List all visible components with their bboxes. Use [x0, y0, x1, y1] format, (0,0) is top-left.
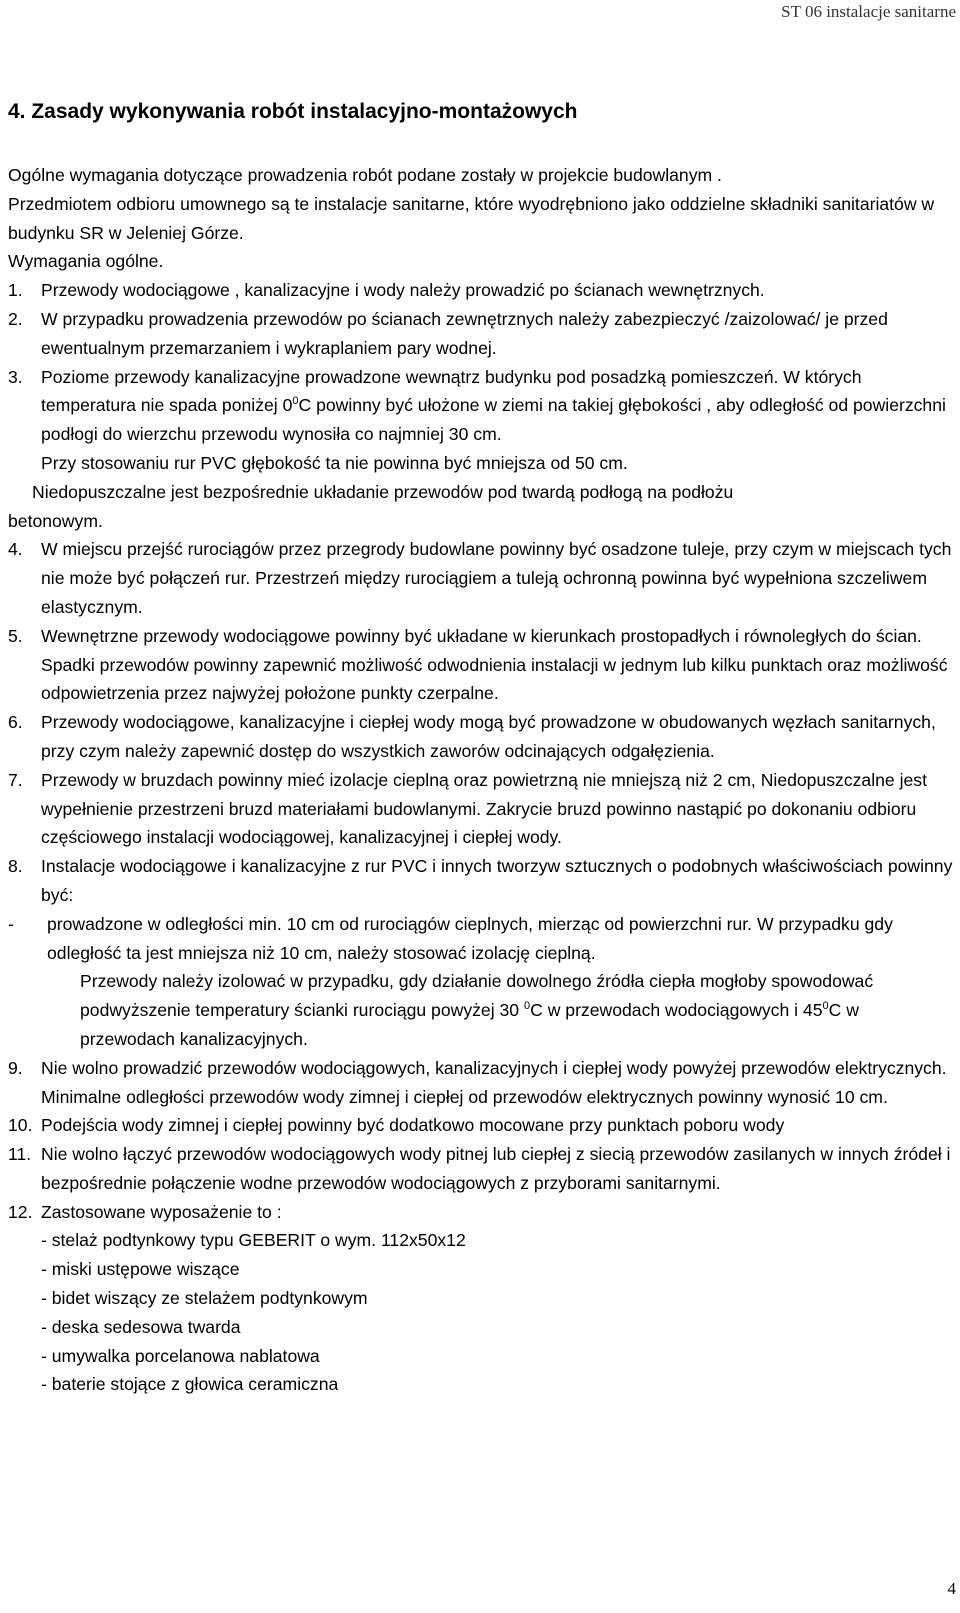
- item-number: 2.: [8, 308, 23, 329]
- intro-line-1: Ogólne wymagania dotyczące prowadzenia robót podane zostały w projekcie budowlanym .: [8, 165, 722, 185]
- item-text: Nie wolno łączyć przewodów wodociągowych wody pitnej lub ciepłej z siecią przewodów zasilanych w innych źródeł i bezpośrednie połączenie wodne przewodów wodociągowych z przyborami sanitarnymi.: [41, 1144, 951, 1193]
- item-text-part: Poziome przewody kanalizacyjne prowadzone wewnątrz budynku pod posadzką pomieszczeń. W których temperatura nie spada poniżej 0: [41, 366, 862, 416]
- superscript: 0: [822, 1000, 829, 1013]
- intro-line-2: Przedmiotem odbioru umownego są te instalacje sanitarne, które wyodrębniono jako oddzielne składniki sanitariatów w budynku SR w Jeleniej Górze.: [8, 193, 935, 243]
- pvc-note: Przy stosowaniu rur PVC głębokość ta nie powinna być mniejsza od 50 cm.: [41, 452, 628, 473]
- concrete-note-end: betonowym.: [8, 510, 103, 531]
- equipment-item: - baterie stojące z głowica ceramiczna: [41, 1374, 339, 1395]
- item-text: Przewody w bruzdach powinny mieć izolacje cieplną oraz powietrzną nie mniejszą niż 2 cm, Niedopuszczalne jest wypełnienie przestrzeni bruzd materiałami budowlanymi. Zakrycie bruzd powinno nastąpić po dokonaniu odbioru częściowego instalacji wodociągowej, kanalizacyjnej i ciepłej wody.: [41, 769, 927, 848]
- equipment-item: - deska sedesowa twarda: [41, 1316, 241, 1337]
- superscript: 0: [523, 1000, 531, 1013]
- sub-text-part: C w przewodach kanalizacyjnych.: [80, 1000, 859, 1049]
- item-text: Wewnętrzne przewody wodociągowe powinny być układane w kierunkach prostopadłych i równoległych do ścian. Spadki przewodów powinny zapewnić możliwość odwodnienia instalacji w jednym lub kilku punktach oraz możliwość odpowietrzenia przez najwyżej położone punkty czerpalne.: [41, 625, 948, 704]
- list-item: [8, 852, 953, 910]
- item-text: Przewody wodociągowe, kanalizacyjne i ciepłej wody mogą być prowadzone w obudowanych węzłach sanitarnych, przy czym należy zapewnić dostęp do wszystkich zaworów odcinających odgałęzienia.: [41, 712, 936, 761]
- page-number: 4: [947, 1579, 956, 1598]
- item-number: 8.: [8, 856, 23, 877]
- item-number: 10.: [8, 1115, 33, 1136]
- item-text: Nie wolno prowadzić przewodów wodociągowych, kanalizacyjnych i ciepłej wody powyżej przewodów elektrycznych. Minimalne odległości przewodów wody zimnej i ciepłej od przewodów elektrycznych powinny wynosić 10 cm.: [41, 1057, 947, 1107]
- concrete-note: Niedopuszczalne jest bezpośrednie układanie przewodów pod twardą podłogą na podłożu: [32, 481, 734, 502]
- section-title: 4. Zasady wykonywania robót instalacyjno-montażowych: [8, 100, 578, 123]
- item-number: 5.: [8, 625, 23, 646]
- item-number: 4.: [8, 539, 23, 560]
- equipment-item: - miski ustępowe wiszące: [41, 1259, 240, 1280]
- item-number: 11.: [8, 1144, 32, 1165]
- dash-marker: -: [8, 913, 14, 934]
- list-item: [8, 1140, 953, 1198]
- item-text: [41, 363, 953, 449]
- intro-line-3: Wymagania ogólne.: [8, 251, 164, 272]
- item-number: 9.: [8, 1057, 23, 1078]
- sub-text-part: Przewody należy izolować w przypadku, gdy działanie dowolnego źródła ciepła mogłoby spowodować podwyższenie temperatury ścianki rurociągu powyżej 30: [80, 971, 874, 1021]
- list-item: [8, 1198, 953, 1227]
- superscript: 0: [292, 395, 299, 408]
- sub-item: [8, 910, 953, 968]
- list-item: [8, 622, 953, 708]
- item-number: 7.: [8, 769, 23, 790]
- item-text-part: C powinny być ułożone w ziemi na takiej głębokości , aby odległość od powierzchni podłogi do wierzchu przewodu wynosiła co najmniej 30 cm.: [41, 395, 946, 445]
- list-item: [8, 766, 953, 852]
- list-item: [8, 535, 953, 621]
- document-header: ST 06 instalacje sanitarne: [781, 2, 956, 21]
- sub-item-continuation: [8, 967, 953, 1053]
- list-item: [8, 1054, 953, 1112]
- sub-text-part: C w przewodach wodociągowych i 45: [530, 1000, 823, 1021]
- item-text: Zastosowane wyposażenie to :: [41, 1201, 282, 1222]
- item-text: Podejścia wody zimnej i ciepłej powinny być dodatkowo mocowane przy punktach poboru wody: [41, 1115, 785, 1136]
- item-number: 1.: [8, 280, 23, 301]
- equipment-item: - umywalka porcelanowa nablatowa: [41, 1345, 320, 1366]
- item-text: Przewody wodociągowe , kanalizacyjne i wody należy prowadzić po ścianach wewnętrznych.: [41, 280, 765, 301]
- list-item: [8, 363, 953, 449]
- list-item: [8, 305, 953, 363]
- item-text: W przypadku prowadzenia przewodów po ścianach zewnętrznych należy zabezpieczyć /zaizolować/ je przed ewentualnym przemarzaniem i wykraplaniem pary wodnej.: [41, 308, 888, 358]
- item-text: W miejscu przejść rurociągów przez przegrody budowlane powinny być osadzone tuleje, przy czym w miejscach tych nie może być połączeń rur. Przestrzeń między rurociągiem a tuleją ochronną powinna być wypełniona szczeliwem elastycznym.: [41, 539, 952, 617]
- list-item: [8, 1111, 953, 1140]
- equipment-item: - stelaż podtynkowy typu GEBERIT o wym. 112x50x12: [41, 1230, 466, 1251]
- sub-item-text: prowadzone w odległości min. 10 cm od rurociągów cieplnych, mierząc od powierzchni rur. W przypadku gdy odległość ta jest mniejsza niż 10 cm, należy stosować izolację cieplną.: [47, 913, 893, 963]
- section-body: [8, 161, 953, 1399]
- list-item: [8, 276, 953, 305]
- item-number: 3.: [8, 366, 23, 387]
- list-item: [8, 708, 953, 766]
- equipment-item: - bidet wiszący ze stelażem podtynkowym: [41, 1288, 368, 1309]
- item-number: 6.: [8, 712, 23, 733]
- item-number: 12.: [8, 1201, 33, 1222]
- item-text: Instalacje wodociągowe i kanalizacyjne z rur PVC i innych tworzyw sztucznych o podobnych właściwościach powinny być:: [41, 856, 953, 905]
